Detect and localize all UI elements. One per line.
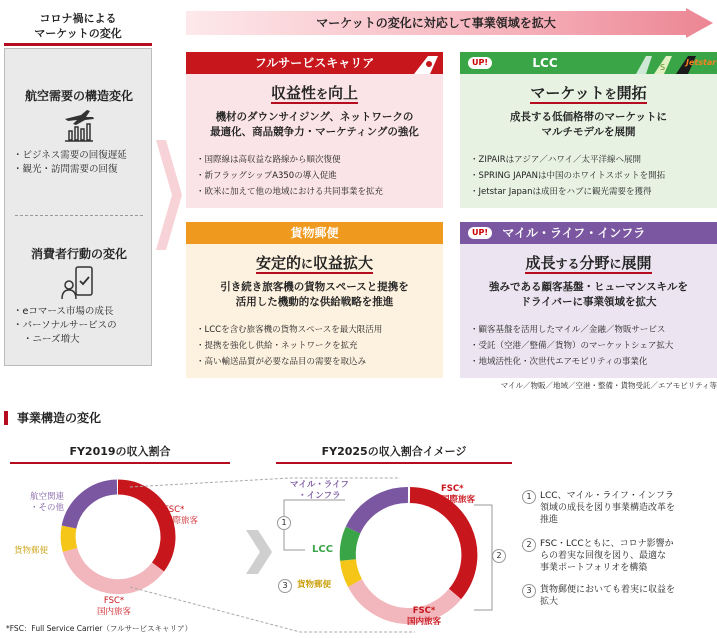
fsc-panel-title <box>186 82 443 103</box>
label-line: マイル・ライフ <box>290 480 349 490</box>
list-item: ・ Jetstar Japanは成田をハブに観光需要を獲得 <box>470 184 665 200</box>
fsc-panel <box>186 52 443 208</box>
up-badge: UP! <box>468 227 492 239</box>
lcc-title-part: 開拓 <box>616 84 647 102</box>
mile-panel-subtitle <box>460 280 717 310</box>
mile-panel-list <box>470 322 673 370</box>
list-item: ・ 提携を強化し供給・ネットワークを拡充 <box>196 338 382 354</box>
fsc-panel-body <box>186 74 443 208</box>
lcc-panel-title <box>460 82 717 103</box>
cargo-panel-title <box>186 252 443 273</box>
list-item: ・ パーソナルサービスの <box>13 319 149 333</box>
air-demand-list <box>13 149 149 177</box>
mile-panel-footnote: マイル／物販／地域／空港・整備・貨物受託／エアモビリティ等 <box>500 381 717 390</box>
mile-panel-header-label: マイル・ライフ・インフラ <box>502 226 646 240</box>
point-line: FSC・LCCともに、コロナ影響か <box>540 539 674 549</box>
fy2025-donut <box>348 495 470 616</box>
label-line: 航空関連 <box>30 492 65 502</box>
fy2025-title: FY2025の収入割合イメージ <box>276 443 512 464</box>
market-change-title-line1: コロナ禍による <box>39 12 117 25</box>
fy2019-title: FY2019の収入割合 <box>10 443 230 464</box>
mile-title-part: 展開 <box>621 254 652 272</box>
list-item: ・ ビジネス需要の回復遅延 <box>13 149 149 163</box>
fy2019-segment-other <box>69 487 117 527</box>
list-item: ・ 受託（空港／整備／貨物）のマーケットシェア拡大 <box>470 338 673 354</box>
label-line: 国際旅客 <box>164 516 199 526</box>
callout-number-2: 2 <box>492 549 506 563</box>
fy2025-segment-fsc-intl <box>410 495 469 594</box>
market-change-title-line2: マーケットの変化 <box>34 27 122 40</box>
fsc-panel-header <box>186 52 443 74</box>
cargo-panel-header <box>186 222 443 244</box>
label-line: FSC* <box>441 484 464 494</box>
fy2019-segment-fsc-dom <box>70 550 158 587</box>
cargo-subtitle-line: 引き続き旅客機の貨物スペースと提携を <box>220 281 409 293</box>
fy2025-label-fsc-intl <box>441 484 475 506</box>
mile-panel-title <box>460 252 717 273</box>
point-text <box>540 490 715 526</box>
lcc-panel-header-label: LCC <box>532 56 558 70</box>
cargo-panel-list <box>196 322 382 370</box>
fsc-subtitle-line: 機材のダウンサイジング、ネットワークの <box>215 111 414 123</box>
fy2025-label-fsc-dom <box>407 606 441 628</box>
point-line: 拡大 <box>540 597 559 607</box>
fsc-title-part: 向上 <box>328 84 359 102</box>
point-line: 事業ポートフォリオを構築 <box>540 563 648 573</box>
label-line: FSC* <box>103 596 125 606</box>
label-line: ・インフラ <box>298 491 341 501</box>
fsc-panel-subtitle <box>186 110 443 140</box>
lcc-subtitle-line: 成長する低価格帯のマーケットに <box>510 111 667 123</box>
lcc-panel-list <box>470 152 665 200</box>
fy2019-label-fsc-intl <box>164 505 198 527</box>
fy2019-segment-cargo <box>68 527 70 550</box>
lcc-panel-subtitle <box>460 110 717 140</box>
fy2019-label-other <box>30 492 64 514</box>
fy2019-donut <box>68 487 168 587</box>
divider <box>15 215 143 216</box>
section-title: 事業構造の変化 <box>4 411 101 425</box>
point-text <box>540 538 715 574</box>
label-line: 国際旅客 <box>441 495 476 505</box>
fy2019-label-cargo: 貨物郵便 <box>14 546 49 556</box>
mile-subtitle-line: 強みである顧客基盤・ヒューマンスキルを <box>488 281 689 293</box>
fy2025-segment-mile <box>353 495 408 530</box>
bracket-1 <box>284 500 345 550</box>
cargo-panel-body <box>186 244 443 378</box>
point-line: 貨物郵便においても着実に収益を <box>540 585 676 595</box>
fy2025-segment-lcc <box>348 530 353 560</box>
smartphone-shopper-icon <box>60 265 98 301</box>
list-item: ・ 顧客基盤を活用したマイル／金融／物販サービス <box>470 322 673 338</box>
point-text <box>540 584 715 608</box>
fsc-title-part: 収益性 <box>270 84 316 102</box>
point-line: 領域の成長を図り事業構造改革を <box>540 503 676 513</box>
list-item: ・ 国際線は高収益な路線から順次復便 <box>196 152 383 168</box>
lcc-panel <box>460 52 717 208</box>
svg-text:S: S <box>660 63 666 72</box>
mile-title-part: 分野 <box>579 254 610 272</box>
cargo-title-part: 収益拡大 <box>313 254 374 272</box>
lcc-panel-body <box>460 74 717 208</box>
label-line: ・その他 <box>30 503 65 513</box>
cargo-panel-header-label: 貨物郵便 <box>290 226 339 240</box>
label-line: FSC* <box>412 606 436 616</box>
list-item: ・ 新フラッグシップA350の導入促進 <box>196 168 383 184</box>
fsc-subtitle-line: 最適化、商品競争力・マーケティングの強化 <box>210 126 419 138</box>
jal-tail-logo-icon <box>410 56 438 74</box>
fy2019-segment-fsc-intl <box>118 487 168 567</box>
point-line: LCC、マイル・ライフ・インフラ <box>540 491 674 501</box>
callout-number-3: 3 <box>278 579 292 593</box>
label-line: 国内旅客 <box>97 607 132 617</box>
list-item: ・ eコマース市場の成長 <box>13 305 149 319</box>
consumer-behavior-list <box>13 305 149 347</box>
mile-subtitle-line: ドライバーに事業領域を拡大 <box>520 296 657 308</box>
cargo-panel-subtitle <box>186 280 443 310</box>
point-number: 1 <box>522 490 536 504</box>
mile-title-part: する <box>555 257 580 271</box>
cargo-title-part: 安定的 <box>255 254 301 272</box>
point-line: らの着実な回復を図り、最適な <box>540 551 667 561</box>
chevron-right-icon <box>246 530 272 574</box>
fy2019-label-fsc-dom <box>97 596 131 618</box>
consumer-behavior-heading: 消費者行動の変化 <box>30 247 127 261</box>
up-badge: UP! <box>468 57 492 69</box>
connector-top <box>130 478 400 487</box>
fy2025-segment-cargo <box>348 560 355 583</box>
list-item: ・ SPRING JAPANは中国のホワイトスポットを開拓 <box>470 168 665 184</box>
point-line: 推進 <box>540 515 559 525</box>
mile-panel-body <box>460 244 717 378</box>
chevron-right-icon <box>156 140 182 250</box>
label-line: FSC* <box>164 505 185 515</box>
banner-text: マーケットの変化に対応して事業領域を拡大 <box>316 16 556 30</box>
lcc-subtitle-line: マルチモデルを展開 <box>541 126 636 138</box>
fy2025-label-mile <box>290 480 349 502</box>
list-item-continued <box>13 333 149 347</box>
expansion-arrow-banner <box>186 8 713 38</box>
fsc-panel-list <box>196 152 383 200</box>
lcc-title-part: マーケット <box>530 84 605 102</box>
point-number: 3 <box>522 584 536 598</box>
cargo-subtitle-line: 活用した機動的な供給戦略を推進 <box>235 296 394 308</box>
fy2025-label-lcc: LCC <box>312 544 334 555</box>
label-line: 国内旅客 <box>407 617 442 627</box>
point-number: 2 <box>522 538 536 552</box>
mile-title-part: に <box>609 257 622 271</box>
list-item-text: ニーズ増大 <box>32 334 80 345</box>
fsc-panel-header-label: フルサービスキャリア <box>254 56 375 70</box>
callout-number-1: 1 <box>277 516 291 530</box>
airplane-chart-icon <box>61 107 97 143</box>
mile-title-part: 成長 <box>525 254 556 272</box>
list-item: ・ 欧米に加えて他の地域における共同事業を拡充 <box>196 184 383 200</box>
list-item: ・ 観光・訪問需要の回復 <box>13 163 149 177</box>
mile-life-infra-panel <box>460 222 717 378</box>
fy2025-label-cargo: 貨物郵便 <box>297 580 332 590</box>
list-item: ・ LCCを含む旅客機の貨物スペースを最大限活用 <box>196 322 382 338</box>
list-item: ・ ZIPAIRはアジア／ハワイ／太平洋線へ展開 <box>470 152 665 168</box>
jetstar-logo: Jetstar <box>686 58 717 67</box>
list-item: ・ 地域活性化・次世代エアモビリティの事業化 <box>470 354 673 370</box>
mile-panel-header <box>460 222 717 244</box>
fsc-title-part: を <box>315 87 328 101</box>
lcc-title-part: を <box>604 87 617 101</box>
cargo-title-part: に <box>300 257 313 271</box>
fsc-footnote: *FSC：Full Service Carrier（フルサービスキャリア） <box>6 624 193 633</box>
air-demand-heading: 航空需要の構造変化 <box>24 89 133 103</box>
list-item: ・ 高い輸送品質が必要な品目の需要を取込み <box>196 354 382 370</box>
market-change-panel <box>4 48 152 366</box>
cargo-panel <box>186 222 443 378</box>
market-change-title <box>4 6 152 46</box>
